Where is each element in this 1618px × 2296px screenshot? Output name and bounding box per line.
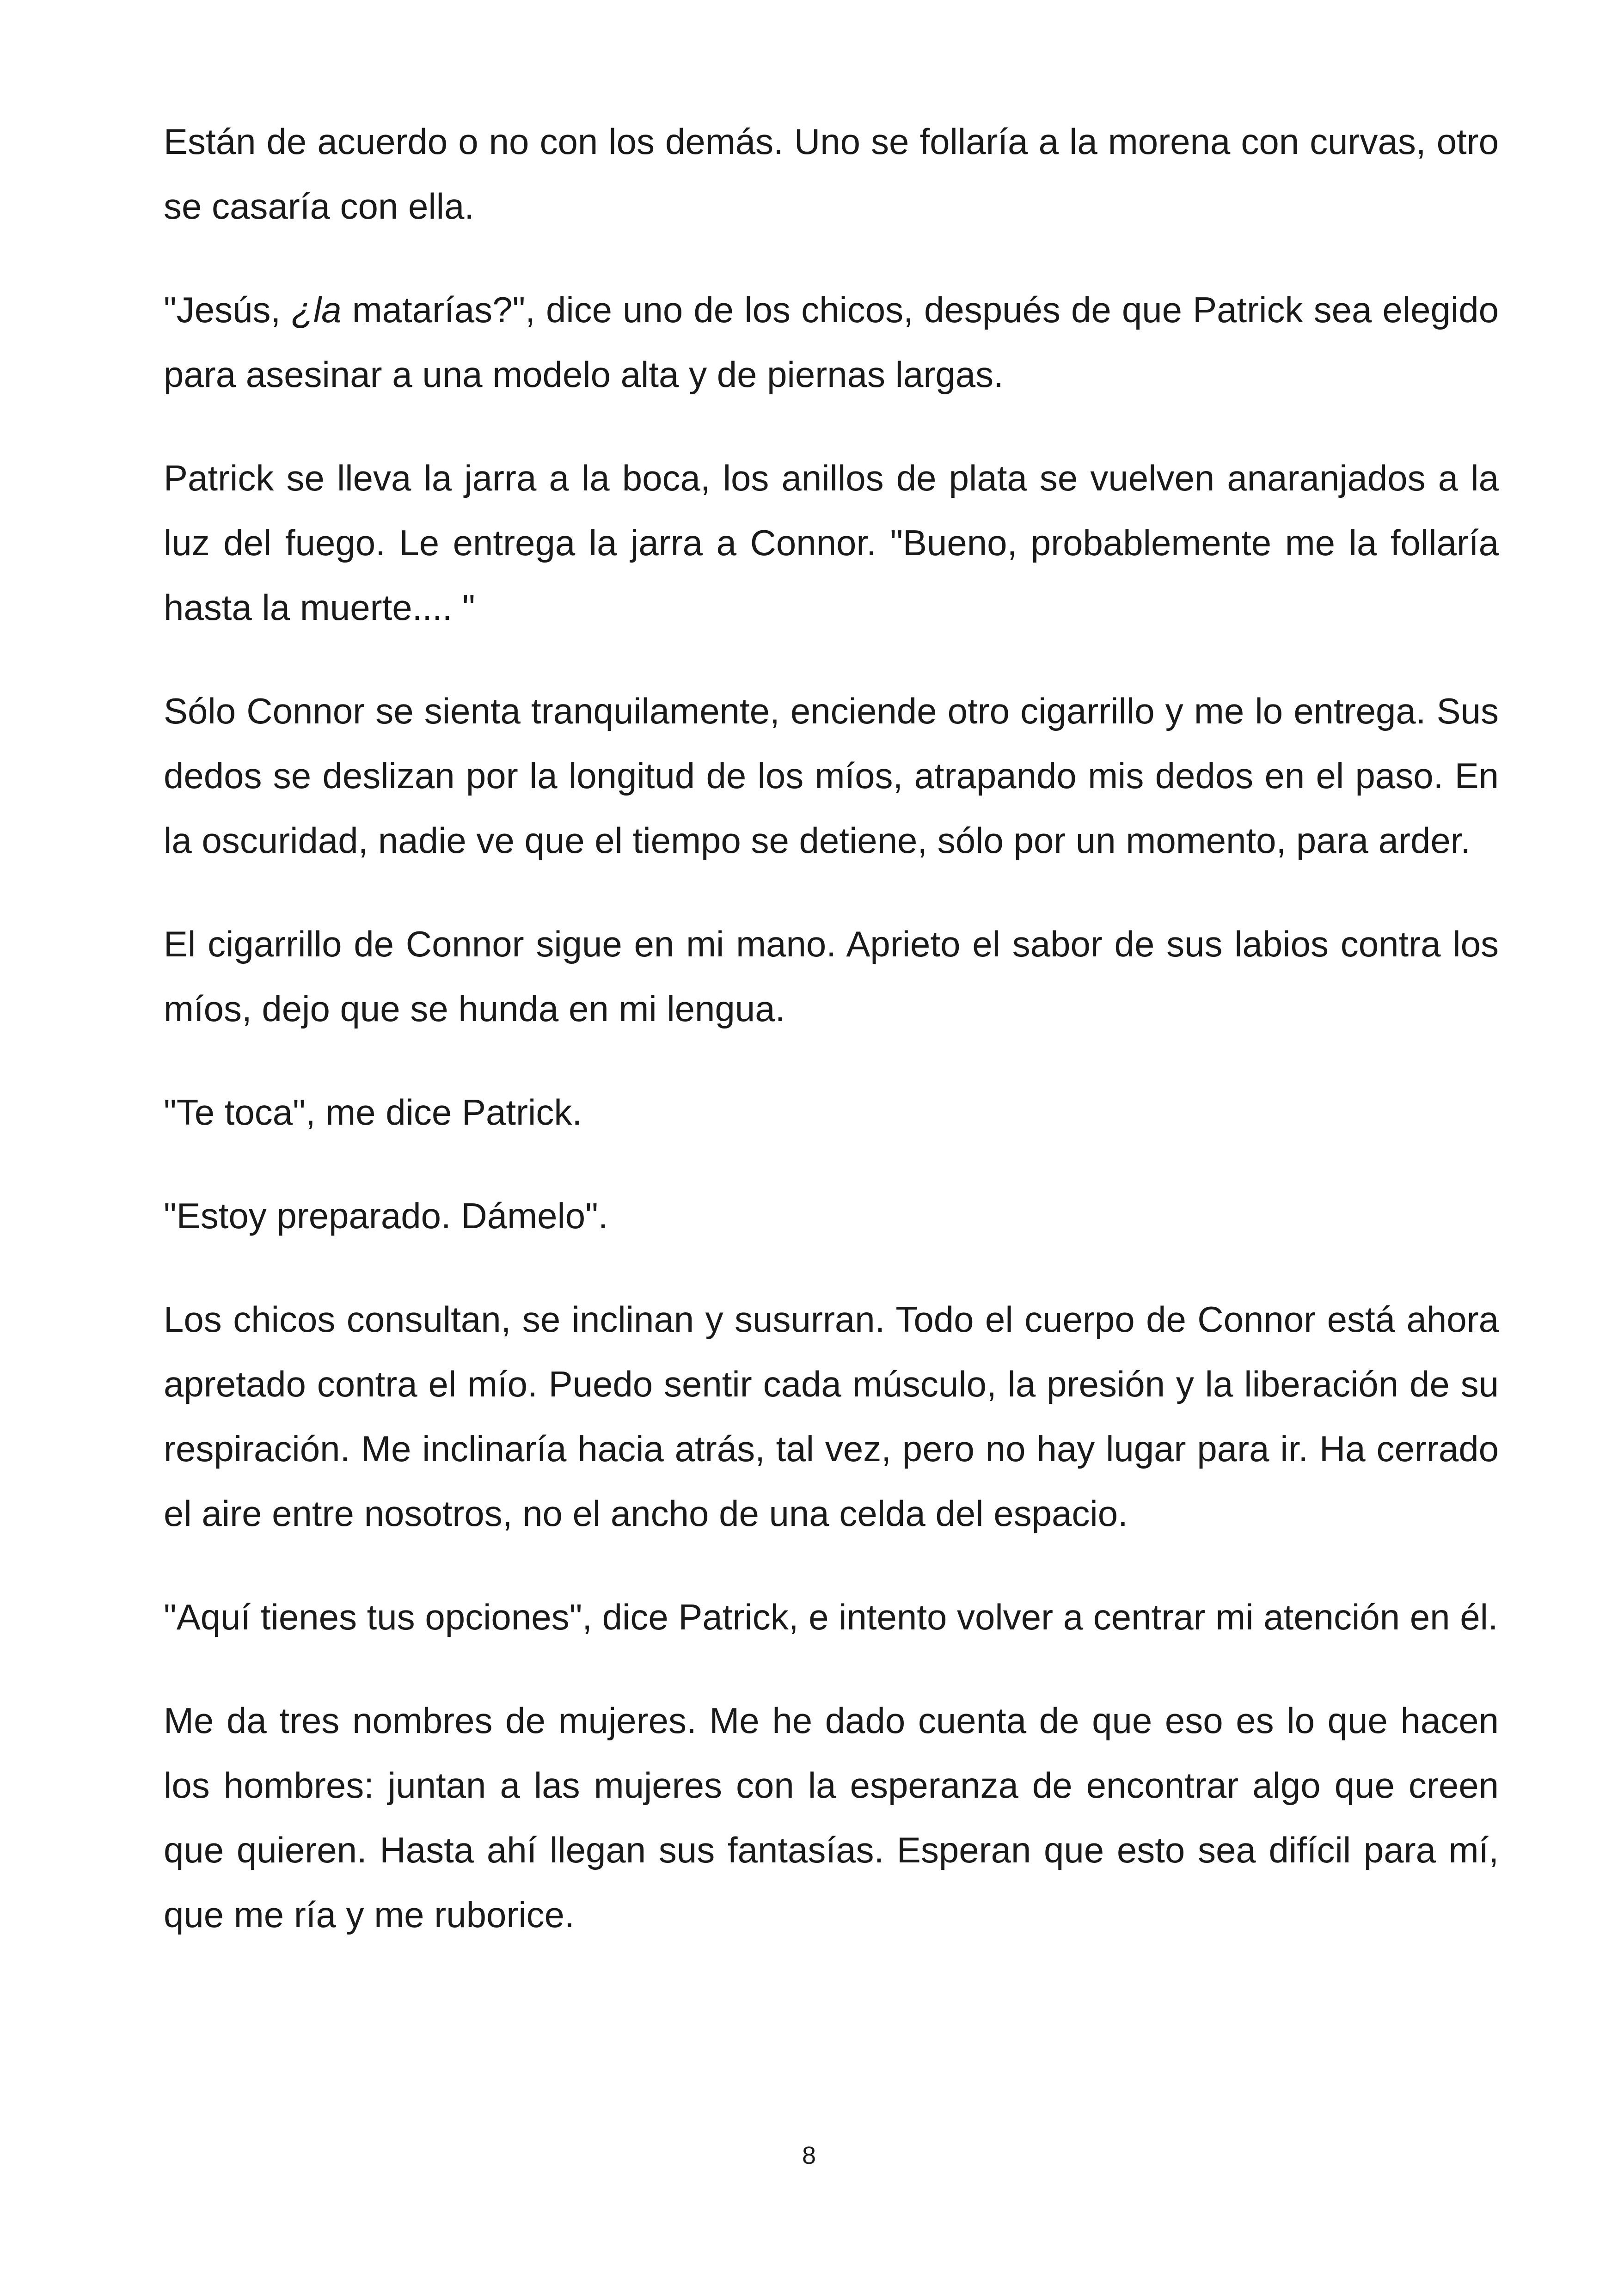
paragraph-5: El cigarrillo de Connor sigue en mi mano. Aprieto el sabor de sus labios contra los míos, dejo que se hunda en mi lengua.: [164, 924, 1499, 1029]
page-number: 8: [802, 2142, 816, 2169]
body-text: [164, 109, 1499, 1986]
paragraph-1: Están de acuerdo o no con los demás. Uno se follaría a la morena con curvas, otro se casaría con ella.: [164, 121, 1499, 227]
paragraph-6: "Te toca", me dice Patrick.: [164, 1092, 582, 1133]
paragraph-7: "Estoy preparado. Dámelo".: [164, 1195, 608, 1236]
paragraph-9: "Aquí tienes tus opciones", dice Patrick, e intento volver a centrar mi atención en él.: [164, 1597, 1498, 1637]
paragraph-2-italic: ¿la: [291, 289, 342, 330]
paragraph-2-text-before: "Jesús,: [164, 289, 292, 330]
paragraph-2: [164, 277, 1499, 407]
paragraph-2-text-after: matarías?", dice uno de los chicos, después de que Patrick sea elegido para asesinar a una modelo alta y de piernas largas.: [164, 289, 1499, 395]
paragraph-10: Me da tres nombres de mujeres. Me he dado cuenta de que eso es lo que hacen los hombres: juntan a las mujeres con la esperanza de encontrar algo que creen que quieren. Hasta ahí llegan sus fantasías. Esperan que esto sea difícil para mí, que me ría y me ruborice.: [164, 1700, 1499, 1935]
paragraph-4: Sólo Connor se sienta tranquilamente, enciende otro cigarrillo y me lo entrega. Sus dedos se deslizan por la longitud de los míos, atrapando mis dedos en el paso. En la oscuridad, nadie ve que el tiempo se detiene, sólo por un momento, para arder.: [164, 691, 1499, 861]
paragraph-3: Patrick se lleva la jarra a la boca, los anillos de plata se vuelven anaranjados a la luz del fuego. Le entrega la jarra a Connor. "Bueno, probablemente me la follaría hasta la muerte.... ": [164, 458, 1499, 628]
paragraph-8: Los chicos consultan, se inclinan y susurran. Todo el cuerpo de Connor está ahora apretado contra el mío. Puedo sentir cada músculo, la presión y la liberación de su respiración. Me inclinaría hacia atrás, tal vez, pero no hay lugar para ir. Ha cerrado el aire entre nosotros, no el ancho de una celda del espacio.: [164, 1299, 1499, 1534]
